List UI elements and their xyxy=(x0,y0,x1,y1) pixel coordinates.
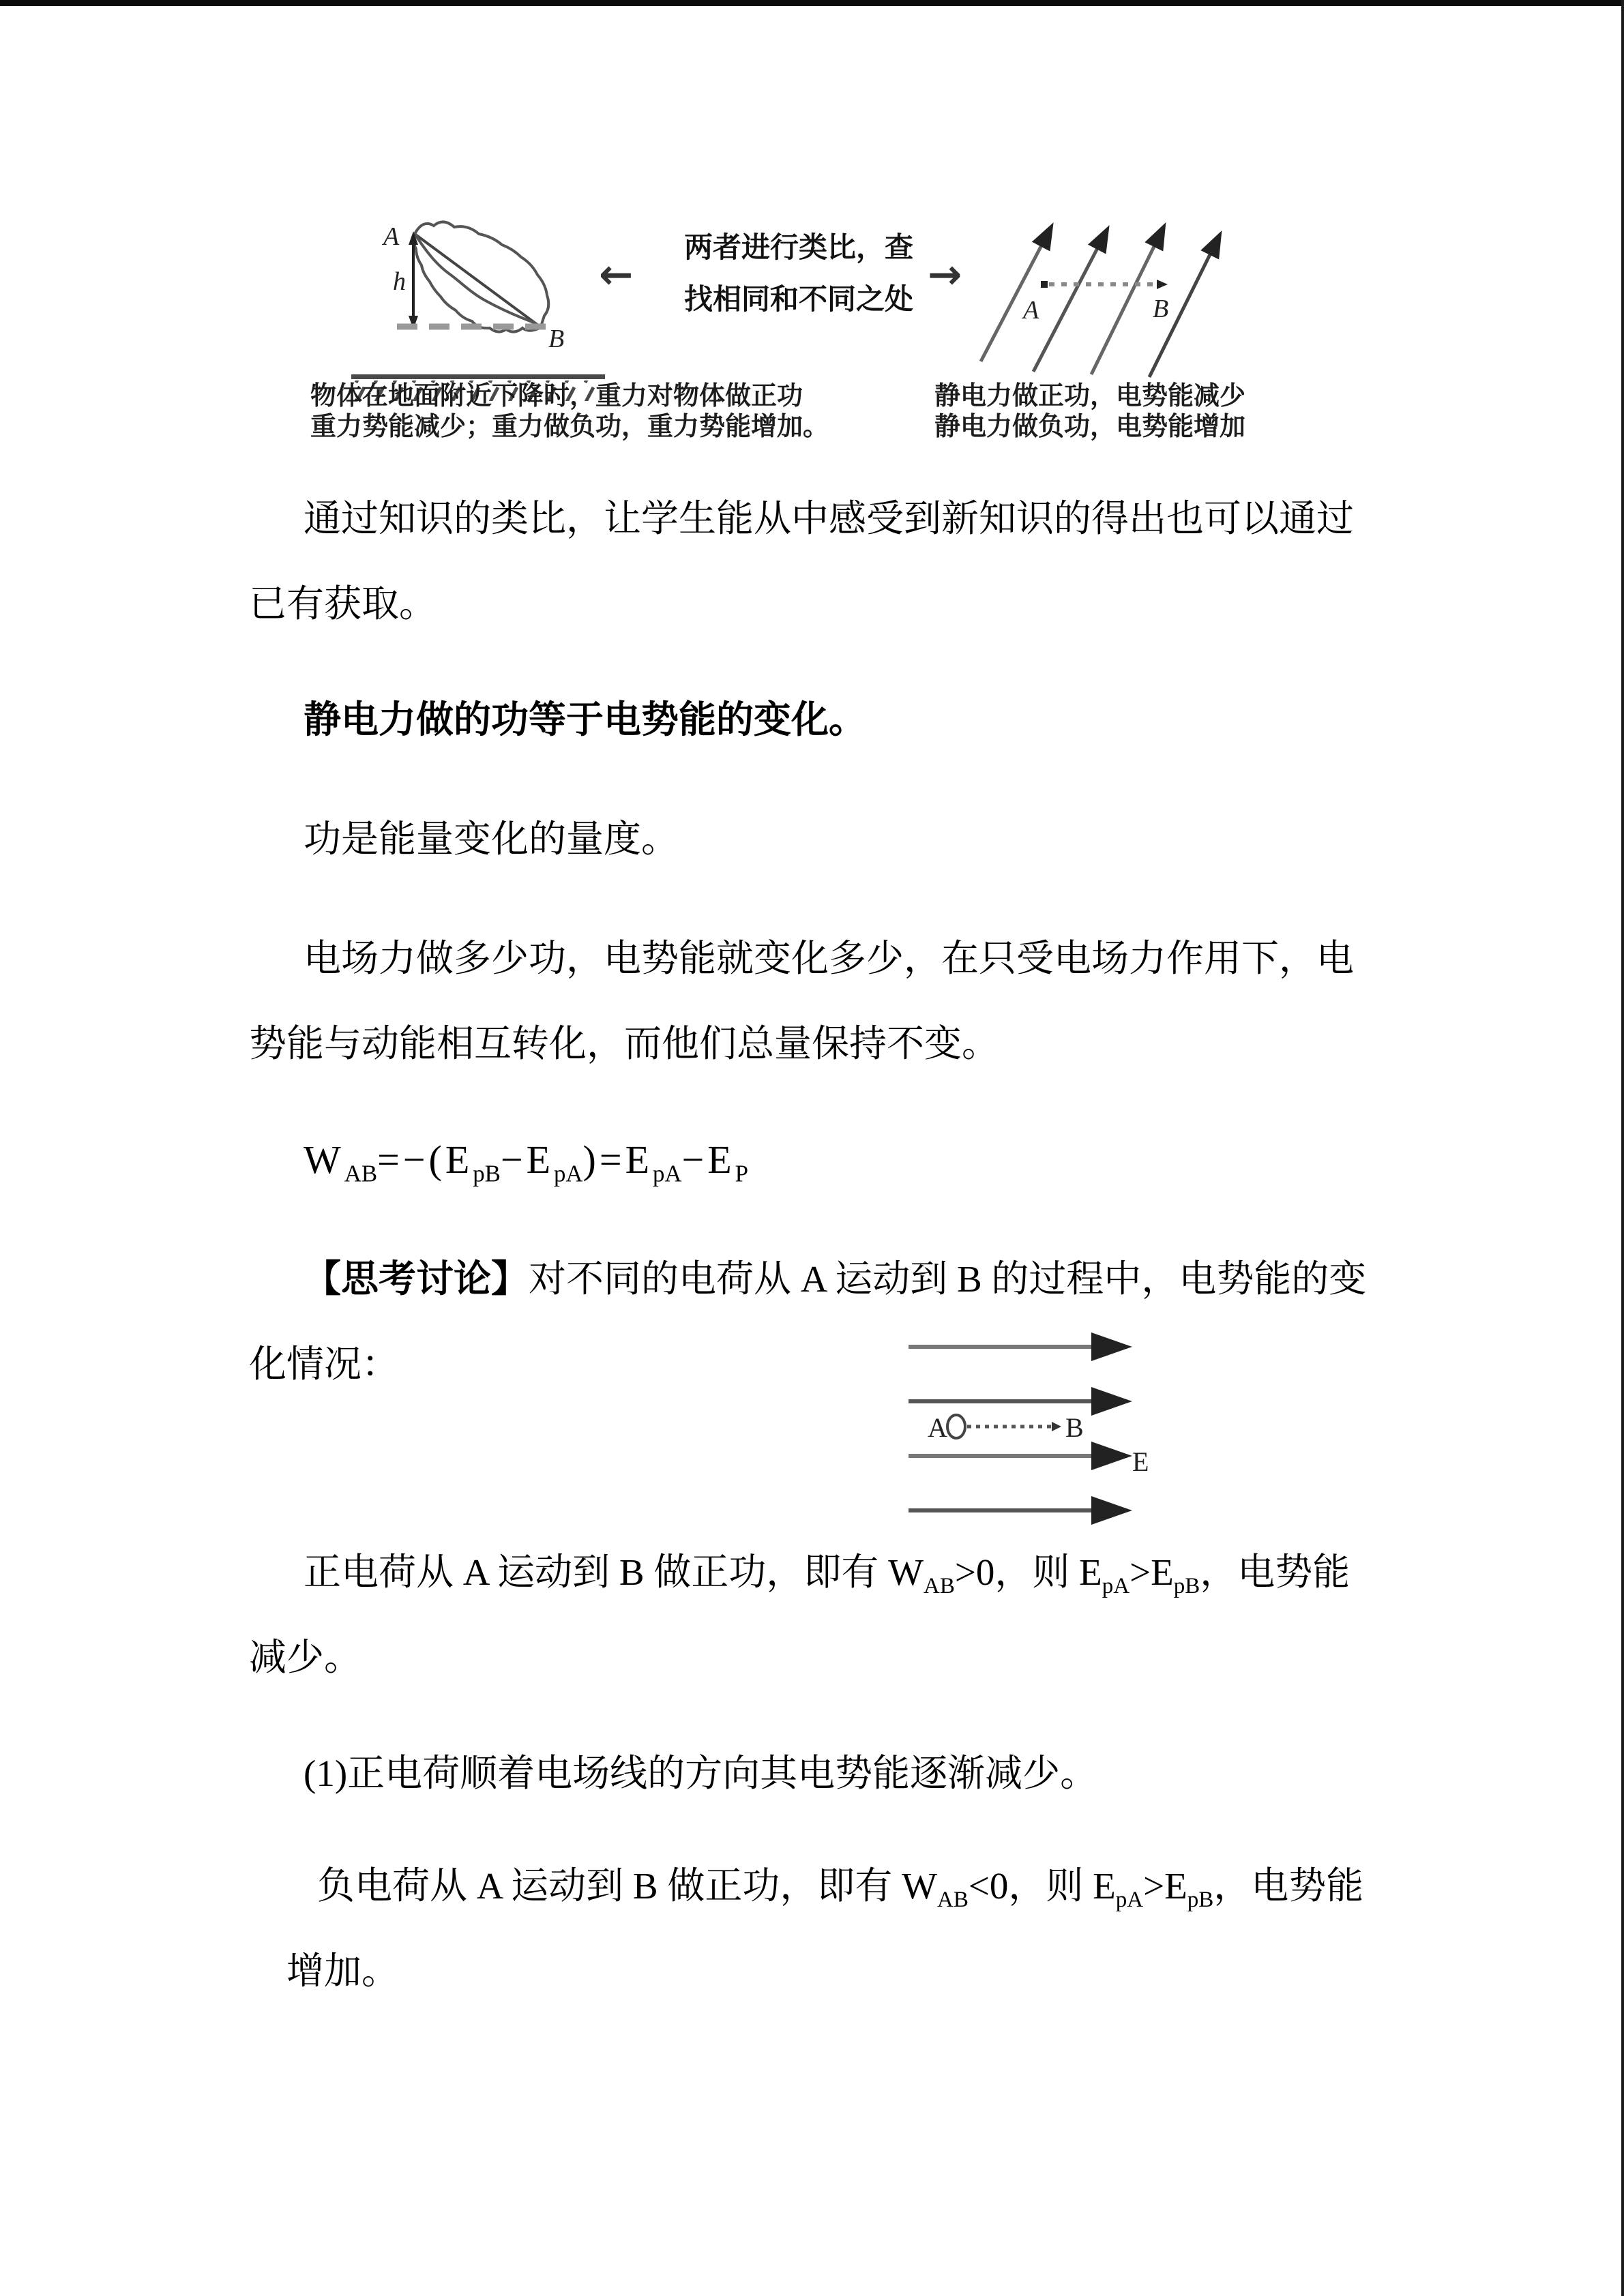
text-line: 负电荷从 A 运动到 B 做正功，即有 $W_{AB}<0$，则 $E_{pA}>E_{pB}$，电势能 xyxy=(317,1865,1364,1912)
point-b-label: B xyxy=(1153,295,1169,323)
paragraph-positive-charge xyxy=(249,1530,1385,1700)
text-line: $W_{AB}=-(E_{pB}-E_{pA})=E_{pA}-E_P$ xyxy=(304,1137,749,1187)
text-line: (1)正电荷顺着电场线的方向其电势能逐渐减少。 xyxy=(304,1753,1098,1794)
field-strength-label: E xyxy=(1132,1446,1149,1477)
text-line: 已有获取。 xyxy=(249,583,437,625)
point-a-label: A xyxy=(1023,296,1039,325)
paragraph-energy-conversion xyxy=(249,916,1385,1086)
analogy-note-line2: 找相同和不同之处 xyxy=(684,283,914,315)
height-label: h xyxy=(393,267,406,296)
document-body xyxy=(249,0,1385,2014)
analogy-note-line1: 两者进行类比，查 xyxy=(684,231,914,263)
text-line: 化情况： xyxy=(249,1343,400,1385)
text-line: 减少。 xyxy=(249,1637,362,1678)
electric-caption-line1: 静电力做正功，电势能减少 xyxy=(934,382,1246,411)
arrow-left-icon: ← xyxy=(599,251,634,299)
text-line: 通过知识的类比，让学生能从中感受到新知识的得出也可以通过 xyxy=(304,498,1355,539)
paragraph-negative-charge xyxy=(286,1843,1385,2014)
text-line: 势能与动能相互转化，而他们总量保持不变。 xyxy=(249,1023,1000,1064)
paragraph-work-measure xyxy=(249,796,1385,882)
point-a-label: A xyxy=(383,222,400,251)
text-line: 正电荷从 A 运动到 B 做正功，即有 $W_{AB}>0$，则 $E_{pA}>E_{pB}$，电势能 xyxy=(304,1551,1350,1598)
text-line: 增加。 xyxy=(286,1950,400,1992)
arrow-right-icon: → xyxy=(928,251,962,299)
paragraph-discussion-prompt xyxy=(249,1236,1385,1407)
point-a-label: A xyxy=(928,1412,947,1443)
point-b-label: B xyxy=(1065,1412,1084,1443)
text-line: 静电力做的功等于电势能的变化。 xyxy=(304,699,867,741)
text-line: 电场力做多少功，电势能就变化多少，在只受电场力作用下，电 xyxy=(304,938,1355,979)
heading-work-equals-change xyxy=(249,677,1385,762)
gravity-caption-line2: 重力势能减少；重力做负功，重力势能增加。 xyxy=(310,413,829,441)
gravity-caption-line1: 物体在地面附近下降时，重力对物体做正功 xyxy=(310,382,803,411)
formula-work-potential xyxy=(249,1117,1385,1202)
paragraph-analogy-intro xyxy=(249,476,1385,646)
electric-caption-line2: 静电力做负功，电势能增加 xyxy=(934,413,1246,441)
text-line: 功是能量变化的量度。 xyxy=(304,818,679,860)
paragraph-rule-1 xyxy=(249,1731,1385,1816)
page-right-border xyxy=(1621,0,1624,2296)
text-line: 【思考讨论】对不同的电荷从 A 运动到 B 的过程中，电势能的变 xyxy=(304,1258,1367,1300)
point-b-label: B xyxy=(548,325,565,353)
